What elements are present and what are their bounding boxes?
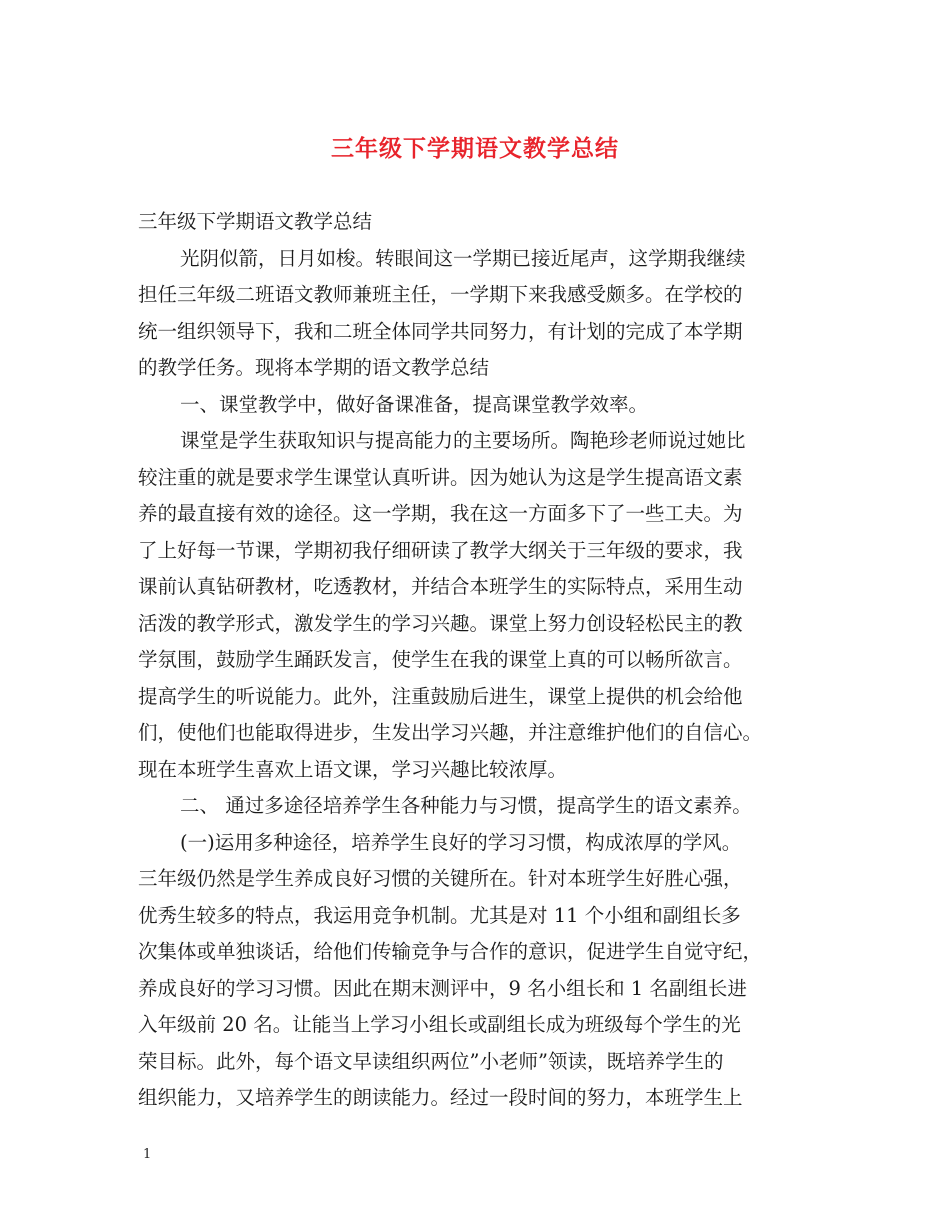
body-line: 统一组织领导下，我和二班全体同学共同努力，有计划的完成了本学期 xyxy=(138,319,743,343)
section-heading-2: 二、 通过多途径培养学生各种能力与习惯，提高学生的语文素养。 xyxy=(180,794,752,817)
body-line: 优秀生较多的特点，我运用竞争机制。尤其是对 11 个小组和副组长多 xyxy=(138,903,741,927)
body-line: 了上好每一节课，学期初我仔细研读了教学大纲关于三年级的要求，我 xyxy=(138,538,743,562)
page-number: 1 xyxy=(143,1147,152,1162)
body-line: 养的最直接有效的途径。这一学期，我在这一方面多下了一些工夫。为 xyxy=(138,502,743,525)
body-line: 光阴似箭，日月如梭。转眼间这一学期已接近尾声，这学期我继续 xyxy=(180,246,746,270)
body-line: 们，使他们也能取得进步，生发出学习兴趣，并注意维护他们的自信心。 xyxy=(138,721,763,744)
body-line: 次集体或单独谈话，给他们传输竞争与合作的意识，促进学生自觉守纪， xyxy=(138,940,763,963)
section-heading-1: 一、课堂教学中，做好备课准备，提高课堂教学效率。 xyxy=(180,392,649,416)
body-line: 三年级仍然是学生养成良好习惯的关键所在。针对本班学生好胜心强， xyxy=(138,867,743,890)
body-line: 荣目标。此外，每个语文早读组织两位”小老师”领读，既培养学生的 xyxy=(138,1049,724,1073)
body-line: 的教学任务。现将本学期的语文教学总结 xyxy=(138,356,490,379)
body-line: 担任三年级二班语文教师兼班主任，一学期下来我感受颇多。在学校的 xyxy=(138,283,743,306)
body-line: 活泼的教学形式，激发学生的学习兴趣。课堂上努力创设轻松民主的教 xyxy=(138,611,743,635)
body-line: 现在本班学生喜欢上语文课，学习兴趣比较浓厚。 xyxy=(138,757,568,781)
body-line: 提高学生的听说能力。此外，注重鼓励后进生，课堂上提供的机会给他 xyxy=(138,684,743,708)
document-body xyxy=(138,204,828,1117)
body-line: 课堂是学生获取知识与提高能力的主要场所。陶艳珍老师说过她比 xyxy=(180,429,746,452)
document-title: 三年级下学期语文教学总结 xyxy=(331,135,619,162)
subsection-heading-1: (一)运用多种途径，培养学生良好的学习习惯，构成浓厚的学风。 xyxy=(180,830,742,854)
body-line: 较注重的就是要求学生课堂认真听讲。因为她认为这是学生提高语文素 xyxy=(138,465,743,489)
body-line: 学氛围，鼓励学生踊跃发言，使学生在我的课堂上真的可以畅所欲言。 xyxy=(138,648,743,671)
body-line: 养成良好的学习习惯。因此在期末测评中，9 名小组长和 1 名副组长进 xyxy=(138,976,747,1000)
body-line: 组织能力，又培养学生的朗读能力。经过一段时间的努力，本班学生上 xyxy=(138,1086,743,1109)
body-line: 课前认真钻研教材，吃透教材，并结合本班学生的实际特点，采用生动 xyxy=(138,575,743,598)
body-line: 入年级前 20 名。让能当上学习小组长或副组长成为班级每个学生的光 xyxy=(138,1013,741,1036)
body-line-subtitle: 三年级下学期语文教学总结 xyxy=(138,210,373,233)
